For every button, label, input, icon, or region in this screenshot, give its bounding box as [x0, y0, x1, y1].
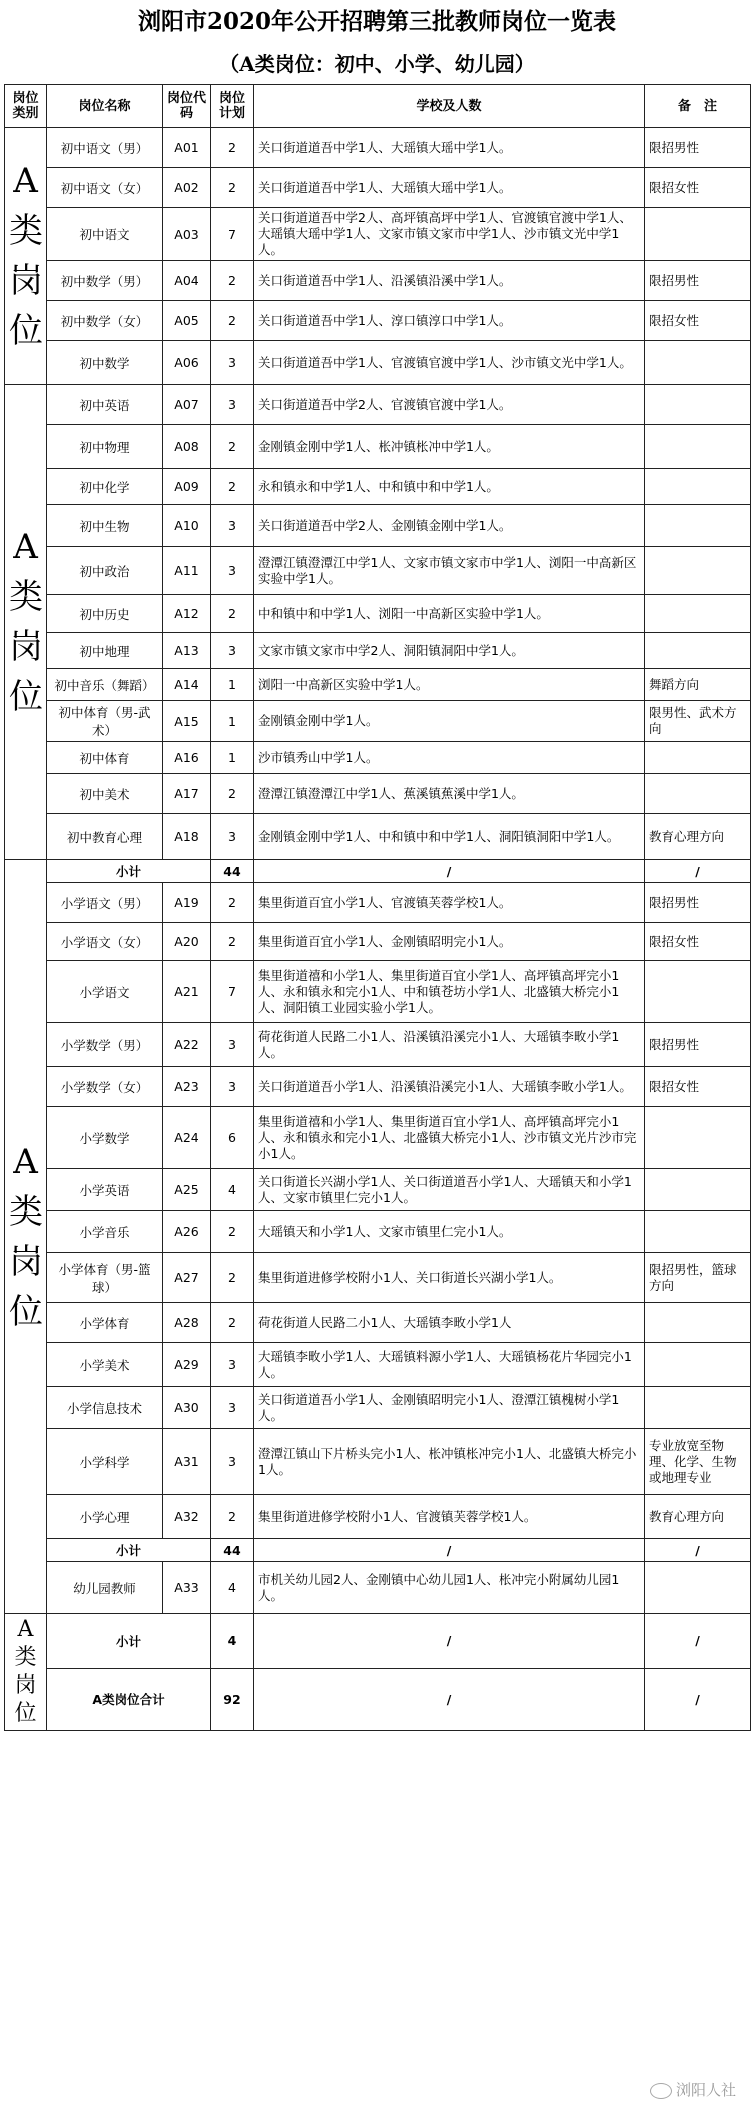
table-row	[5, 742, 751, 774]
position-plan: 3	[211, 633, 254, 669]
notes-cell: 限招男性	[645, 261, 751, 301]
position-plan: 3	[211, 1067, 254, 1107]
subtotal-row	[5, 1614, 751, 1669]
position-name: 初中化学	[47, 469, 163, 505]
subtotal-notes: /	[645, 1668, 751, 1730]
schools-cell: 中和镇中和中学1人、浏阳一中高新区实验中学1人。	[254, 595, 645, 633]
schools-cell: 荷花街道人民路二小1人、沿溪镇沿溪完小1人、大瑶镇李畋小学1人。	[254, 1023, 645, 1067]
position-code: A15	[163, 701, 211, 742]
notes-cell: 限招女性	[645, 301, 751, 341]
subtotal-plan: 4	[211, 1614, 254, 1669]
category-char: A	[13, 527, 38, 567]
position-plan: 2	[211, 425, 254, 469]
subtotal-row	[5, 860, 751, 883]
position-name: 初中语文（女）	[47, 168, 163, 208]
header-notes: 备 注	[645, 85, 751, 128]
schools-cell: 集里街道禧和小学1人、集里街道百宜小学1人、高坪镇高坪完小1人、永和镇永和完小1人、中和镇苍坊小学1人、北盛镇大桥完小1人、洞阳镇工业园实验小学1人。	[254, 961, 645, 1023]
table-row	[5, 1107, 751, 1169]
position-code: A26	[163, 1211, 211, 1253]
category-char: 位	[9, 311, 43, 351]
position-plan: 2	[211, 923, 254, 961]
position-name: 初中数学（男）	[47, 261, 163, 301]
position-name: 小学数学（女）	[47, 1067, 163, 1107]
schools-cell: 澄潭江镇澄潭江中学1人、文家市镇文家市中学1人、浏阳一中高新区实验中学1人。	[254, 547, 645, 595]
position-code: A09	[163, 469, 211, 505]
position-plan: 2	[211, 301, 254, 341]
position-name: 初中英语	[47, 385, 163, 425]
position-code: A16	[163, 742, 211, 774]
position-name: 小学体育（男-篮球）	[47, 1253, 163, 1303]
table-row	[5, 923, 751, 961]
page-title: 浏阳市2020年公开招聘第三批教师岗位一览表	[137, 8, 616, 35]
notes-cell: 教育心理方向	[645, 814, 751, 860]
table-row	[5, 261, 751, 301]
position-code: A21	[163, 961, 211, 1023]
position-name: 小学信息技术	[47, 1387, 163, 1429]
position-code: A02	[163, 168, 211, 208]
header-code: 岗位代码	[163, 85, 211, 128]
notes-cell: 限招女性	[645, 923, 751, 961]
schools-cell: 关口街道道吾小学1人、沿溪镇沿溪完小1人、大瑶镇李畋小学1人。	[254, 1067, 645, 1107]
page-subtitle: （A类岗位：初中、小学、幼儿园）	[219, 52, 535, 76]
position-code: A30	[163, 1387, 211, 1429]
position-plan: 6	[211, 1107, 254, 1169]
category-char: 位	[9, 677, 43, 717]
table-row	[5, 701, 751, 742]
subtotal-schools: /	[254, 1614, 645, 1669]
schools-cell: 永和镇永和中学1人、中和镇中和中学1人。	[254, 469, 645, 505]
category-cell	[5, 1614, 47, 1731]
notes-cell	[645, 1387, 751, 1429]
category-char: 岗	[14, 1673, 37, 1698]
position-name: 幼儿园教师	[47, 1562, 163, 1614]
schools-cell: 大瑶镇天和小学1人、文家市镇里仁完小1人。	[254, 1211, 645, 1253]
position-name: 小学体育	[47, 1303, 163, 1343]
position-name: 小学语文（女）	[47, 923, 163, 961]
position-code: A25	[163, 1169, 211, 1211]
category-char: 岗	[9, 1241, 43, 1282]
schools-cell: 关口街道道吾中学2人、金刚镇金刚中学1人。	[254, 505, 645, 547]
table-body	[5, 128, 751, 1731]
table-row	[5, 961, 751, 1023]
position-code: A06	[163, 341, 211, 385]
position-code: A08	[163, 425, 211, 469]
table-row	[5, 774, 751, 814]
notes-cell: 教育心理方向	[645, 1495, 751, 1539]
notes-cell	[645, 961, 751, 1023]
wechat-icon	[650, 2083, 672, 2099]
position-plan: 7	[211, 208, 254, 261]
position-plan: 1	[211, 669, 254, 701]
position-plan: 2	[211, 1253, 254, 1303]
header-row	[5, 85, 751, 128]
category-char: 类	[14, 1645, 37, 1670]
subtotal-row	[5, 1668, 751, 1730]
subtotal-schools: /	[254, 860, 645, 883]
category-char: 类	[9, 577, 43, 617]
category-cell	[5, 385, 47, 860]
position-code: A22	[163, 1023, 211, 1067]
header-schools: 学校及人数	[254, 85, 645, 128]
schools-cell: 集里街道禧和小学1人、集里街道百宜小学1人、高坪镇高坪完小1人、永和镇永和完小1人、北盛镇大桥完小1人、沙市镇文光片沙市完小1人。	[254, 1107, 645, 1169]
position-name: 小学数学	[47, 1107, 163, 1169]
header-name: 岗位名称	[47, 85, 163, 128]
position-plan: 2	[211, 595, 254, 633]
category-cell	[5, 860, 47, 1614]
schools-cell: 金刚镇金刚中学1人、中和镇中和中学1人、洞阳镇洞阳中学1人。	[254, 814, 645, 860]
table-row	[5, 1429, 751, 1495]
category-char: 类	[9, 211, 43, 251]
subtotal-schools: /	[254, 1539, 645, 1562]
position-plan: 4	[211, 1562, 254, 1614]
table-row	[5, 1387, 751, 1429]
position-code: A28	[163, 1303, 211, 1343]
schools-cell: 关口街道道吾中学1人、大瑶镇大瑶中学1人。	[254, 128, 645, 168]
notes-cell	[645, 208, 751, 261]
table-row	[5, 505, 751, 547]
schools-cell: 关口街道道吾小学1人、金刚镇昭明完小1人、澄潭江镇槐树小学1人。	[254, 1387, 645, 1429]
position-code: A33	[163, 1562, 211, 1614]
position-name: 初中历史	[47, 595, 163, 633]
notes-cell	[645, 425, 751, 469]
notes-cell	[645, 742, 751, 774]
position-name: 初中教育心理	[47, 814, 163, 860]
schools-cell: 浏阳一中高新区实验中学1人。	[254, 669, 645, 701]
position-plan: 2	[211, 261, 254, 301]
position-plan: 1	[211, 742, 254, 774]
position-plan: 3	[211, 341, 254, 385]
notes-cell	[645, 774, 751, 814]
table-row	[5, 341, 751, 385]
position-name: 初中体育（男-武术）	[47, 701, 163, 742]
notes-cell	[645, 595, 751, 633]
position-name: 初中美术	[47, 774, 163, 814]
category-char: A	[13, 1141, 38, 1182]
subtotal-label: 小计	[47, 1539, 211, 1562]
position-plan: 3	[211, 1023, 254, 1067]
position-plan: 2	[211, 1495, 254, 1539]
position-name: 初中地理	[47, 633, 163, 669]
notes-cell: 限招男性	[645, 883, 751, 923]
subtotal-notes: /	[645, 1539, 751, 1562]
table-row	[5, 1562, 751, 1614]
table-row	[5, 1253, 751, 1303]
position-name: 初中语文（男）	[47, 128, 163, 168]
schools-cell: 集里街道进修学校附小1人、官渡镇芙蓉学校1人。	[254, 1495, 645, 1539]
subtotal-row	[5, 1539, 751, 1562]
category-cell	[5, 128, 47, 385]
notes-cell	[645, 547, 751, 595]
position-name: 小学数学（男）	[47, 1023, 163, 1067]
position-name: 初中物理	[47, 425, 163, 469]
schools-cell: 关口街道道吾中学1人、淳口镇淳口中学1人。	[254, 301, 645, 341]
category-char: 岗	[9, 627, 43, 667]
subtotal-plan: 44	[211, 860, 254, 883]
position-plan: 3	[211, 547, 254, 595]
watermark	[650, 2079, 736, 2100]
notes-cell	[645, 633, 751, 669]
position-code: A14	[163, 669, 211, 701]
table-row	[5, 669, 751, 701]
position-plan: 3	[211, 1343, 254, 1387]
schools-cell: 沙市镇秀山中学1人。	[254, 742, 645, 774]
table-row	[5, 1023, 751, 1067]
position-plan: 3	[211, 505, 254, 547]
position-name: 小学科学	[47, 1429, 163, 1495]
position-code: A01	[163, 128, 211, 168]
category-char: 类	[9, 1191, 43, 1232]
notes-cell: 限男性、武术方向	[645, 701, 751, 742]
schools-cell: 关口街道道吾中学2人、官渡镇官渡中学1人。	[254, 385, 645, 425]
schools-cell: 关口街道道吾中学1人、沿溪镇沿溪中学1人。	[254, 261, 645, 301]
category-char: A	[13, 161, 38, 201]
position-code: A19	[163, 883, 211, 923]
notes-cell: 限招男性	[645, 128, 751, 168]
header-plan: 岗位计划	[211, 85, 254, 128]
position-code: A23	[163, 1067, 211, 1107]
position-plan: 2	[211, 128, 254, 168]
table-row	[5, 301, 751, 341]
position-plan: 3	[211, 1429, 254, 1495]
table-row	[5, 814, 751, 860]
schools-cell: 澄潭江镇澄潭江中学1人、蕉溪镇蕉溪中学1人。	[254, 774, 645, 814]
notes-cell: 限招男性，篮球方向	[645, 1253, 751, 1303]
notes-cell	[645, 1169, 751, 1211]
position-code: A03	[163, 208, 211, 261]
position-code: A07	[163, 385, 211, 425]
schools-cell: 关口街道道吾中学1人、官渡镇官渡中学1人、沙市镇文光中学1人。	[254, 341, 645, 385]
notes-cell: 限招男性	[645, 1023, 751, 1067]
notes-cell	[645, 1303, 751, 1343]
position-code: A11	[163, 547, 211, 595]
position-code: A29	[163, 1343, 211, 1387]
table-row	[5, 1211, 751, 1253]
table-row	[5, 168, 751, 208]
position-name: 小学音乐	[47, 1211, 163, 1253]
position-name: 初中政治	[47, 547, 163, 595]
schools-cell: 关口街道道吾中学1人、大瑶镇大瑶中学1人。	[254, 168, 645, 208]
position-code: A32	[163, 1495, 211, 1539]
position-plan: 2	[211, 168, 254, 208]
notes-cell: 限招女性	[645, 1067, 751, 1107]
position-code: A24	[163, 1107, 211, 1169]
position-code: A31	[163, 1429, 211, 1495]
notes-cell: 限招女性	[645, 168, 751, 208]
table-row	[5, 1303, 751, 1343]
position-code: A17	[163, 774, 211, 814]
schools-cell: 文家市镇文家市中学2人、洞阳镇洞阳中学1人。	[254, 633, 645, 669]
schools-cell: 集里街道进修学校附小1人、关口街道长兴湖小学1人。	[254, 1253, 645, 1303]
category-char: 位	[9, 1291, 43, 1332]
notes-cell: 舞蹈方向	[645, 669, 751, 701]
schools-cell: 集里街道百宜小学1人、官渡镇芙蓉学校1人。	[254, 883, 645, 923]
header-category: 岗位类别	[5, 85, 47, 128]
table-row	[5, 1067, 751, 1107]
subtotal-label: A类岗位合计	[47, 1668, 211, 1730]
position-name: 初中数学	[47, 341, 163, 385]
table-row	[5, 425, 751, 469]
position-code: A12	[163, 595, 211, 633]
schools-cell: 荷花街道人民路二小1人、大瑶镇李畋小学1人	[254, 1303, 645, 1343]
position-name: 初中数学（女）	[47, 301, 163, 341]
positions-table	[4, 84, 751, 1731]
position-plan: 3	[211, 1387, 254, 1429]
subtotal-label: 小计	[47, 1614, 211, 1669]
schools-cell: 市机关幼儿园2人、金刚镇中心幼儿园1人、枨冲完小附属幼儿园1人。	[254, 1562, 645, 1614]
position-plan: 3	[211, 385, 254, 425]
position-plan: 7	[211, 961, 254, 1023]
table-row	[5, 595, 751, 633]
table-row	[5, 547, 751, 595]
position-code: A20	[163, 923, 211, 961]
position-plan: 3	[211, 814, 254, 860]
position-code: A27	[163, 1253, 211, 1303]
position-name: 小学心理	[47, 1495, 163, 1539]
notes-cell: 专业放宽至物理、化学、生物或地理专业	[645, 1429, 751, 1495]
watermark-text: 浏阳人社	[675, 2081, 736, 2099]
schools-cell: 金刚镇金刚中学1人、枨冲镇枨冲中学1人。	[254, 425, 645, 469]
position-plan: 2	[211, 1211, 254, 1253]
table-row	[5, 385, 751, 425]
notes-cell	[645, 1211, 751, 1253]
position-plan: 2	[211, 1303, 254, 1343]
subtotal-label: 小计	[47, 860, 211, 883]
subtotal-notes: /	[645, 860, 751, 883]
table-row	[5, 883, 751, 923]
position-plan: 2	[211, 883, 254, 923]
schools-cell: 大瑶镇李畋小学1人、大瑶镇料源小学1人、大瑶镇杨花片华园完小1人。	[254, 1343, 645, 1387]
category-char: 岗	[9, 261, 43, 301]
notes-cell	[645, 1107, 751, 1169]
position-name: 初中生物	[47, 505, 163, 547]
table-row	[5, 128, 751, 168]
subtotal-plan: 92	[211, 1668, 254, 1730]
subtotal-schools: /	[254, 1668, 645, 1730]
table-row	[5, 469, 751, 505]
position-plan: 2	[211, 774, 254, 814]
position-code: A10	[163, 505, 211, 547]
category-char: 位	[14, 1701, 37, 1726]
schools-cell: 集里街道百宜小学1人、金刚镇昭明完小1人。	[254, 923, 645, 961]
table-row	[5, 1343, 751, 1387]
schools-cell: 金刚镇金刚中学1人。	[254, 701, 645, 742]
subtotal-notes: /	[645, 1614, 751, 1669]
table-row	[5, 1169, 751, 1211]
position-code: A05	[163, 301, 211, 341]
schools-cell: 关口街道长兴湖小学1人、关口街道道吾小学1人、大瑶镇天和小学1人、文家市镇里仁完小1人。	[254, 1169, 645, 1211]
position-code: A04	[163, 261, 211, 301]
position-name: 小学英语	[47, 1169, 163, 1211]
position-name: 小学美术	[47, 1343, 163, 1387]
subtotal-plan: 44	[211, 1539, 254, 1562]
notes-cell	[645, 1562, 751, 1614]
schools-cell: 澄潭江镇山下片桥头完小1人、枨冲镇枨冲完小1人、北盛镇大桥完小1人。	[254, 1429, 645, 1495]
category-char: A	[17, 1617, 34, 1642]
position-plan: 2	[211, 469, 254, 505]
notes-cell	[645, 469, 751, 505]
position-name: 初中语文	[47, 208, 163, 261]
notes-cell	[645, 505, 751, 547]
schools-cell: 关口街道道吾中学2人、高坪镇高坪中学1人、官渡镇官渡中学1人、大瑶镇大瑶中学1人、文家市镇文家市中学1人、沙市镇文光中学1人。	[254, 208, 645, 261]
position-name: 初中音乐（舞蹈）	[47, 669, 163, 701]
position-code: A13	[163, 633, 211, 669]
position-code: A18	[163, 814, 211, 860]
table-row	[5, 208, 751, 261]
position-name: 初中体育	[47, 742, 163, 774]
table-row	[5, 633, 751, 669]
position-name: 小学语文（男）	[47, 883, 163, 923]
notes-cell	[645, 1343, 751, 1387]
position-plan: 1	[211, 701, 254, 742]
table-row	[5, 1495, 751, 1539]
position-name: 小学语文	[47, 961, 163, 1023]
notes-cell	[645, 385, 751, 425]
position-plan: 4	[211, 1169, 254, 1211]
notes-cell	[645, 341, 751, 385]
